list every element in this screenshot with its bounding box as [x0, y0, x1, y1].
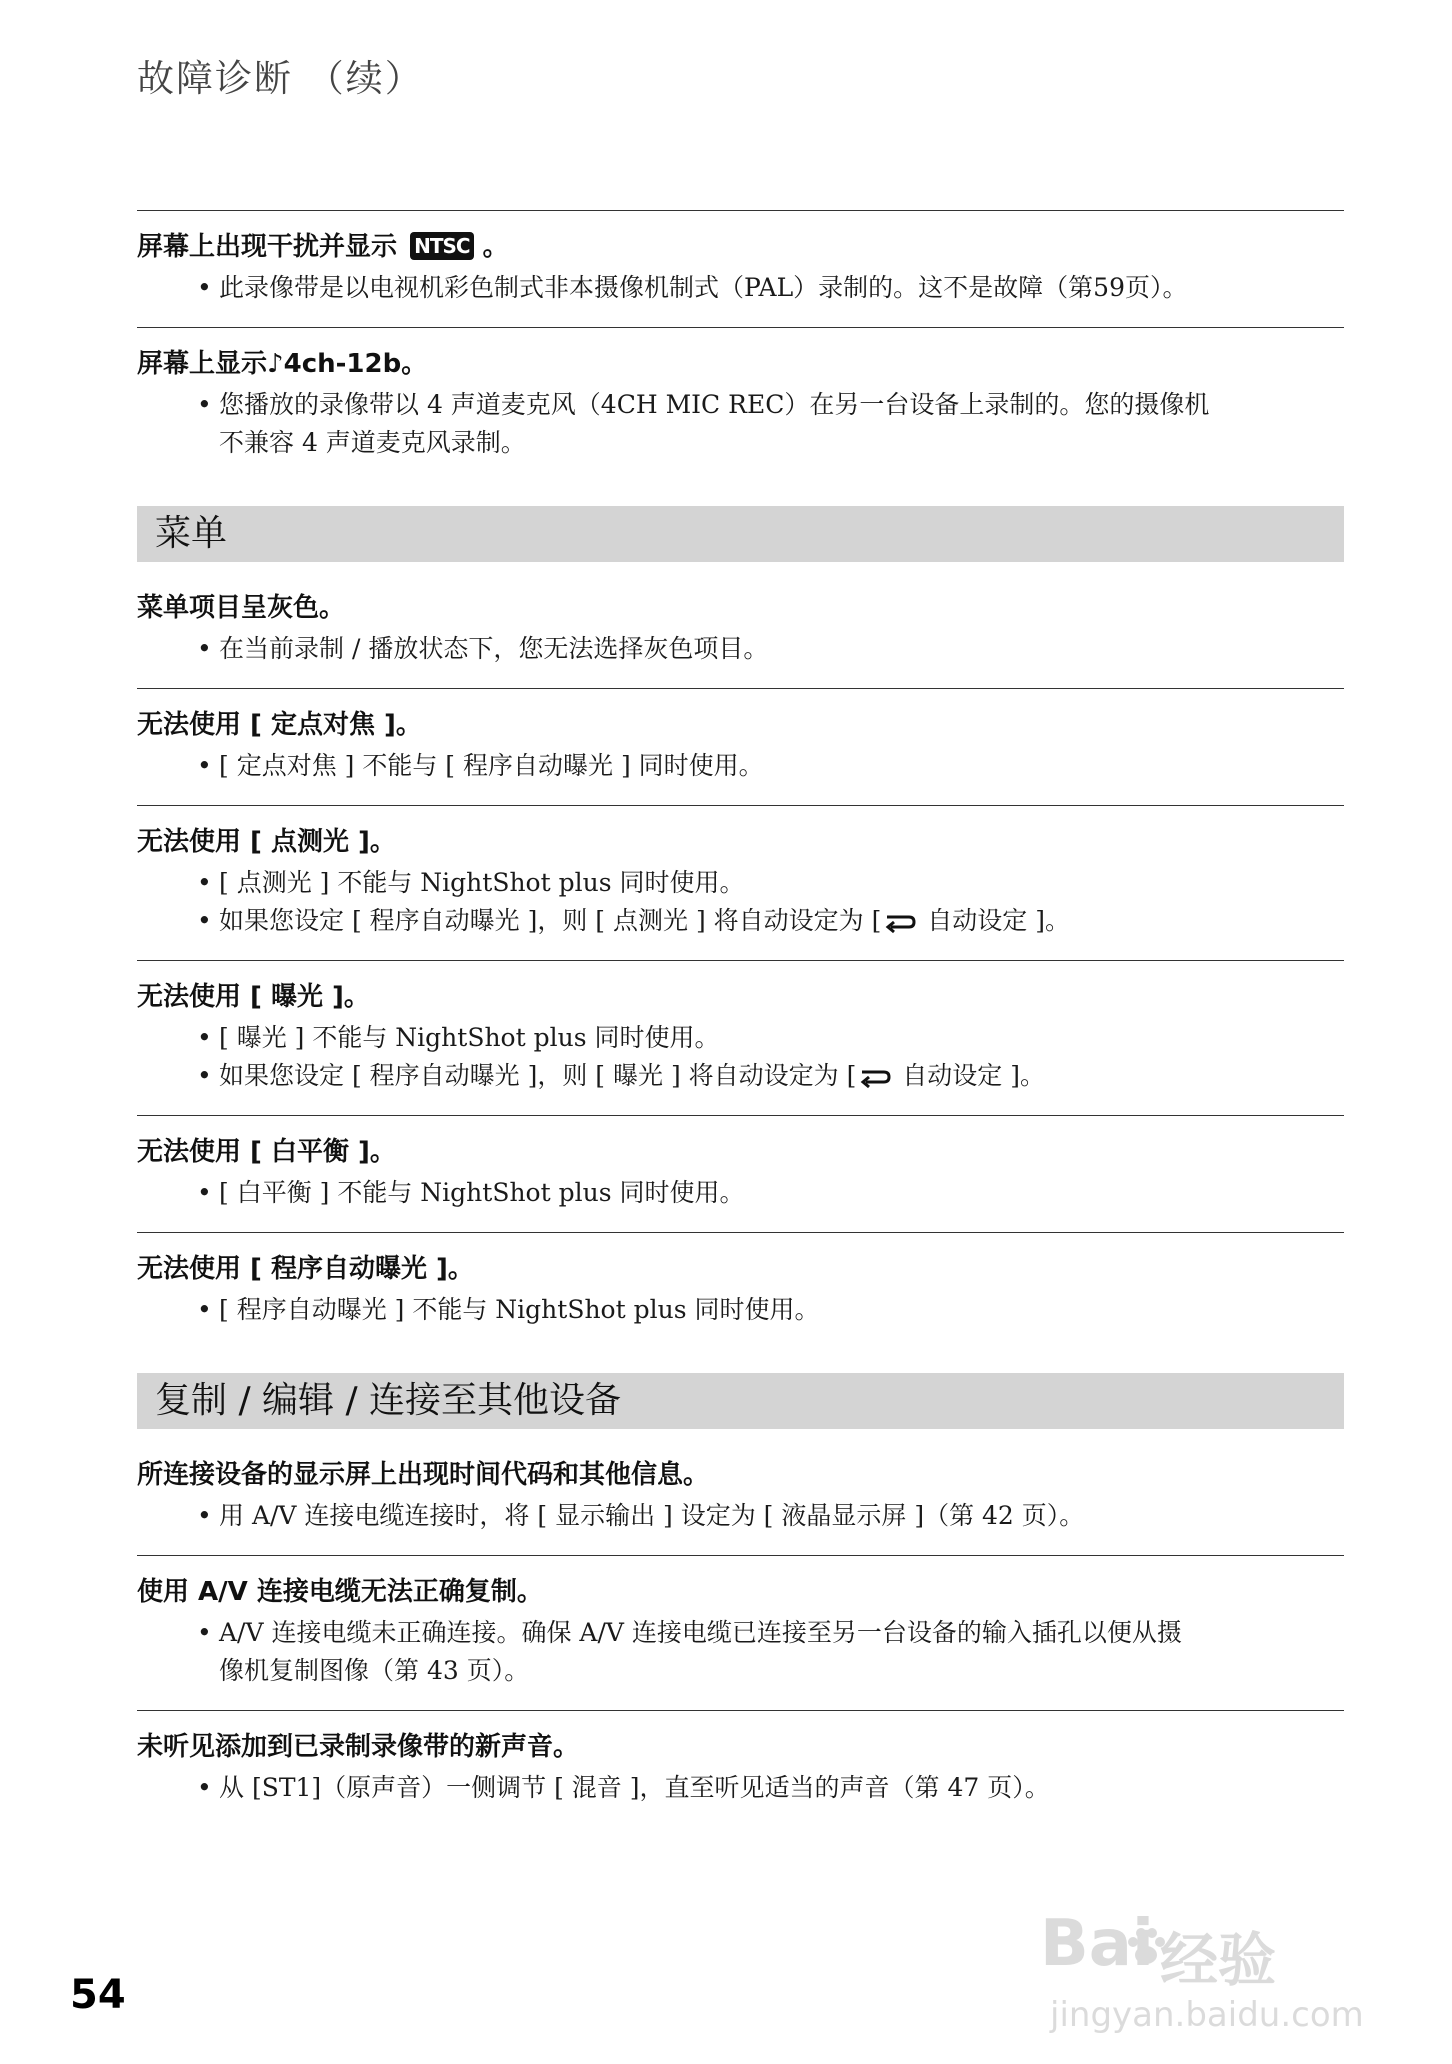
- issue-white-balance: [137, 1115, 1344, 1232]
- bullet-item: [197, 630, 1344, 668]
- bullet-text-cont: 自动设定 ]。: [919, 906, 1070, 935]
- issue-exposure: [137, 960, 1344, 1115]
- bullet-text: [ 白平衡 ] 不能与 NightShot plus 同时使用。: [219, 1178, 745, 1207]
- watermark-brand: Bai: [1040, 1907, 1154, 1981]
- issue-timecode-display: [137, 1445, 1344, 1555]
- bullet-dot-icon: •: [197, 634, 212, 663]
- return-arrow-icon: [858, 1063, 892, 1089]
- bullet-dot-icon: •: [197, 1023, 212, 1052]
- page-number: 54: [70, 1972, 126, 2018]
- issue-title: [137, 344, 1344, 384]
- bullet-text-cont: 不兼容 4 声道麦克风录制。: [219, 428, 526, 457]
- bullet-item: [197, 864, 1344, 902]
- issue-title: 无法使用 [ 曝光 ]。: [137, 982, 370, 1012]
- bullet-dot-icon: •: [197, 1618, 212, 1647]
- bullet-text: [ 点测光 ] 不能与 NightShot plus 同时使用。: [219, 868, 745, 897]
- issue-spot-focus: [137, 688, 1344, 805]
- issue-title: [137, 227, 1344, 267]
- bullet-list: [137, 747, 1344, 785]
- bullet-dot-icon: •: [197, 1501, 212, 1530]
- bullet-item: [197, 1174, 1344, 1212]
- issue-title-suffix: 。: [482, 232, 509, 262]
- bullet-list: [137, 1614, 1344, 1690]
- bullet-text: 在当前录制 / 播放状态下，您无法选择灰色项目。: [219, 634, 769, 663]
- bullet-text-cont: 自动设定 ]。: [894, 1061, 1045, 1090]
- issue-ntsc-interference: [137, 210, 1344, 327]
- issue-title: 无法使用 [ 程序自动曝光 ]。: [137, 1254, 474, 1284]
- watermark-brand-suffix: 经验: [1160, 1926, 1277, 1994]
- issue-title: 无法使用 [ 点测光 ]。: [137, 827, 396, 857]
- issue-title-suffix: 。: [401, 349, 428, 379]
- issue-spot-meter: [137, 805, 1344, 960]
- bullet-list: [137, 1769, 1344, 1807]
- issue-title: 使用 A/V 连接电缆无法正确复制。: [137, 1577, 543, 1607]
- bullet-list: [137, 864, 1344, 940]
- bullet-item: [197, 1019, 1344, 1057]
- bullet-text: 用 A/V 连接电缆连接时，将 [ 显示输出 ] 设定为 [ 液晶显示屏 ]（第 42 页）。: [219, 1501, 1085, 1530]
- bullet-dot-icon: •: [197, 906, 212, 935]
- bullet-list: [137, 269, 1344, 307]
- issue-title: 未听见添加到已录制录像带的新声音。: [137, 1732, 580, 1762]
- bullet-list: [137, 1291, 1344, 1329]
- bullet-text: [ 曝光 ] 不能与 NightShot plus 同时使用。: [219, 1023, 720, 1052]
- bullet-text: A/V 连接电缆未正确连接。确保 A/V 连接电缆已连接至另一台设备的输入插孔以便从摄: [219, 1618, 1182, 1647]
- bullet-list: [137, 1174, 1344, 1212]
- issue-menu-gray: [137, 578, 1344, 688]
- bullet-text: 从 [ST1]（原声音）一侧调节 [ 混音 ]，直至听见适当的声音（第 47 页）。: [219, 1773, 1050, 1802]
- section-header-menu: 菜单: [137, 506, 1344, 562]
- bullet-text: [ 程序自动曝光 ] 不能与 NightShot plus 同时使用。: [219, 1295, 820, 1324]
- bullet-dot-icon: •: [197, 1178, 212, 1207]
- bullet-text-cont: 像机复制图像（第 43 页）。: [219, 1656, 530, 1685]
- bullet-list: [137, 630, 1344, 668]
- issue-av-copy: [137, 1555, 1344, 1710]
- issue-title: 无法使用 [ 白平衡 ]。: [137, 1137, 396, 1167]
- ntsc-icon: NTSC: [410, 232, 473, 260]
- bullet-item: [197, 747, 1344, 785]
- issue-title: 无法使用 [ 定点对焦 ]。: [137, 710, 422, 740]
- bullet-item: [197, 269, 1344, 307]
- issue-title-text: 屏幕上显示: [137, 349, 268, 379]
- running-title: 故障诊断 （续）: [137, 57, 424, 100]
- issue-program-ae: [137, 1232, 1344, 1349]
- page-content: [137, 210, 1344, 1827]
- issue-title: 菜单项目呈灰色。: [137, 593, 346, 623]
- bullet-text: [ 定点对焦 ] 不能与 [ 程序自动曝光 ] 同时使用。: [219, 751, 764, 780]
- bullet-list: [137, 1497, 1344, 1535]
- bullet-item: [197, 386, 1344, 462]
- issue-4ch-audio: [137, 327, 1344, 482]
- bullet-text: 您播放的录像带以 4 声道麦克风（4CH MIC REC）在另一台设备上录制的。您的摄像机: [219, 390, 1210, 419]
- issue-title: 所连接设备的显示屏上出现时间代码和其他信息。: [137, 1460, 710, 1490]
- bullet-item: [197, 1769, 1344, 1807]
- bullet-item: [197, 1057, 1344, 1095]
- bullet-dot-icon: •: [197, 868, 212, 897]
- watermark-url: jingyan.baidu.com: [1050, 1995, 1364, 2035]
- baidu-watermark: [1020, 1895, 1380, 2045]
- issue-new-sound: [137, 1710, 1344, 1827]
- section-header-copy-edit-connect: 复制 / 编辑 / 连接至其他设备: [137, 1373, 1344, 1429]
- bullet-dot-icon: •: [197, 390, 212, 419]
- bullet-dot-icon: •: [197, 1295, 212, 1324]
- bullet-text: 如果您设定 [ 程序自动曝光 ]，则 [ 点测光 ] 将自动设定为 [: [219, 906, 882, 935]
- bullet-dot-icon: •: [197, 1773, 212, 1802]
- bullet-item: [197, 1497, 1344, 1535]
- bullet-list: [137, 386, 1344, 462]
- bullet-item: [197, 1291, 1344, 1329]
- bullet-dot-icon: •: [197, 273, 212, 302]
- return-arrow-icon: [883, 908, 917, 934]
- bullet-list: [137, 1019, 1344, 1095]
- bullet-text: 如果您设定 [ 程序自动曝光 ]，则 [ 曝光 ] 将自动设定为 [: [219, 1061, 857, 1090]
- bullet-text: 此录像带是以电视机彩色制式非本摄像机制式（PAL）录制的。这不是故障（第59页）。: [219, 273, 1188, 302]
- bullet-dot-icon: •: [197, 1061, 212, 1090]
- audio-4ch-icon: ♪4ch-12b: [267, 349, 402, 379]
- bullet-item: [197, 902, 1344, 940]
- bullet-dot-icon: •: [197, 751, 212, 780]
- issue-title-text: 屏幕上出现干扰并显示: [137, 232, 398, 262]
- bullet-item: [197, 1614, 1344, 1690]
